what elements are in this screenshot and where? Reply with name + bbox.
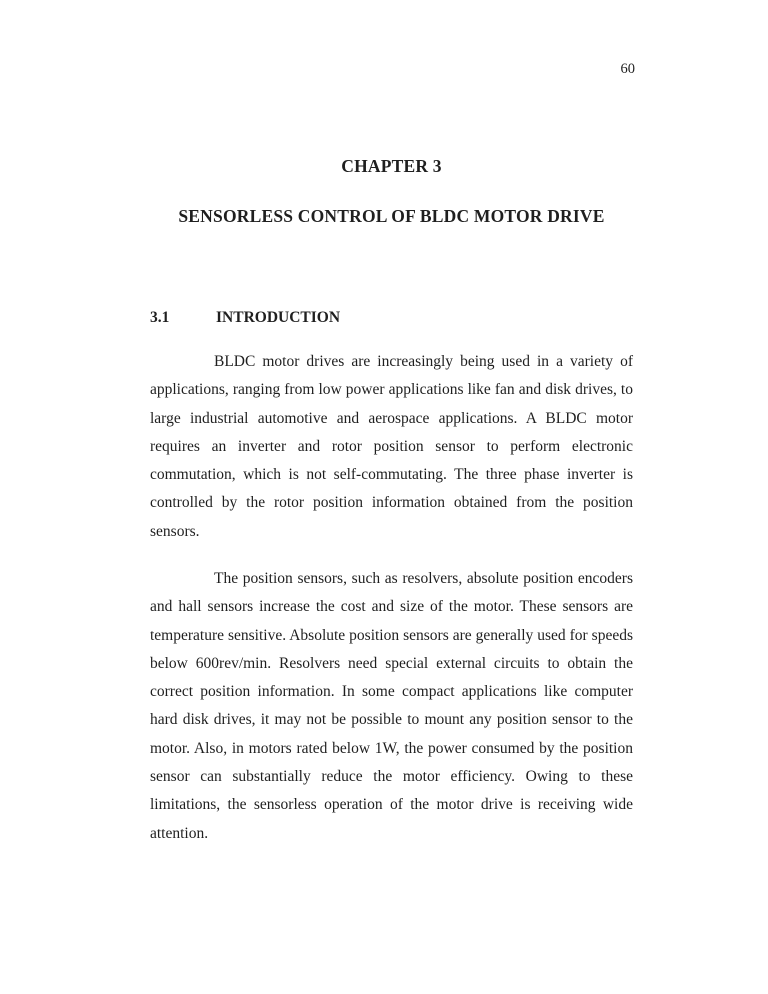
section-number: 3.1: [150, 309, 170, 326]
section-heading: [150, 309, 633, 327]
page-number: 60: [620, 61, 635, 77]
section-title: INTRODUCTION: [216, 309, 341, 326]
chapter-title: SENSORLESS CONTROL OF BLDC MOTOR DRIVE: [178, 206, 605, 226]
paragraph-introduction-2: The position sensors, such as resolvers, absolute position encoders and hall sensors increase the cost and size of the motor. These sensors are temperature sensitive. Absolute position sensors are generally used for speeds below 600rev/min. Resolvers need special external circuits to obtain the correct position information. In some compact applications like computer hard disk drives, it may not be possible to mount any position sensor to the motor. Also, in motors rated below 1W, the power consumed by the position sensor can substantially reduce the motor efficiency. Owing to these limitations, the sensorless operation of the motor drive is receiving wide attention.: [150, 570, 633, 842]
chapter-heading: CHAPTER 3: [341, 156, 442, 176]
paragraph-introduction-1: BLDC motor drives are increasingly being used in a variety of applications, ranging from low power applications like fan and disk drives, to large industrial automotive and aerospace applications. A BLDC motor requires an inverter and rotor position sensor to perform electronic commutation, which is not self-commutating. The three phase inverter is controlled by the rotor position information obtained from the position sensors.: [150, 353, 633, 540]
